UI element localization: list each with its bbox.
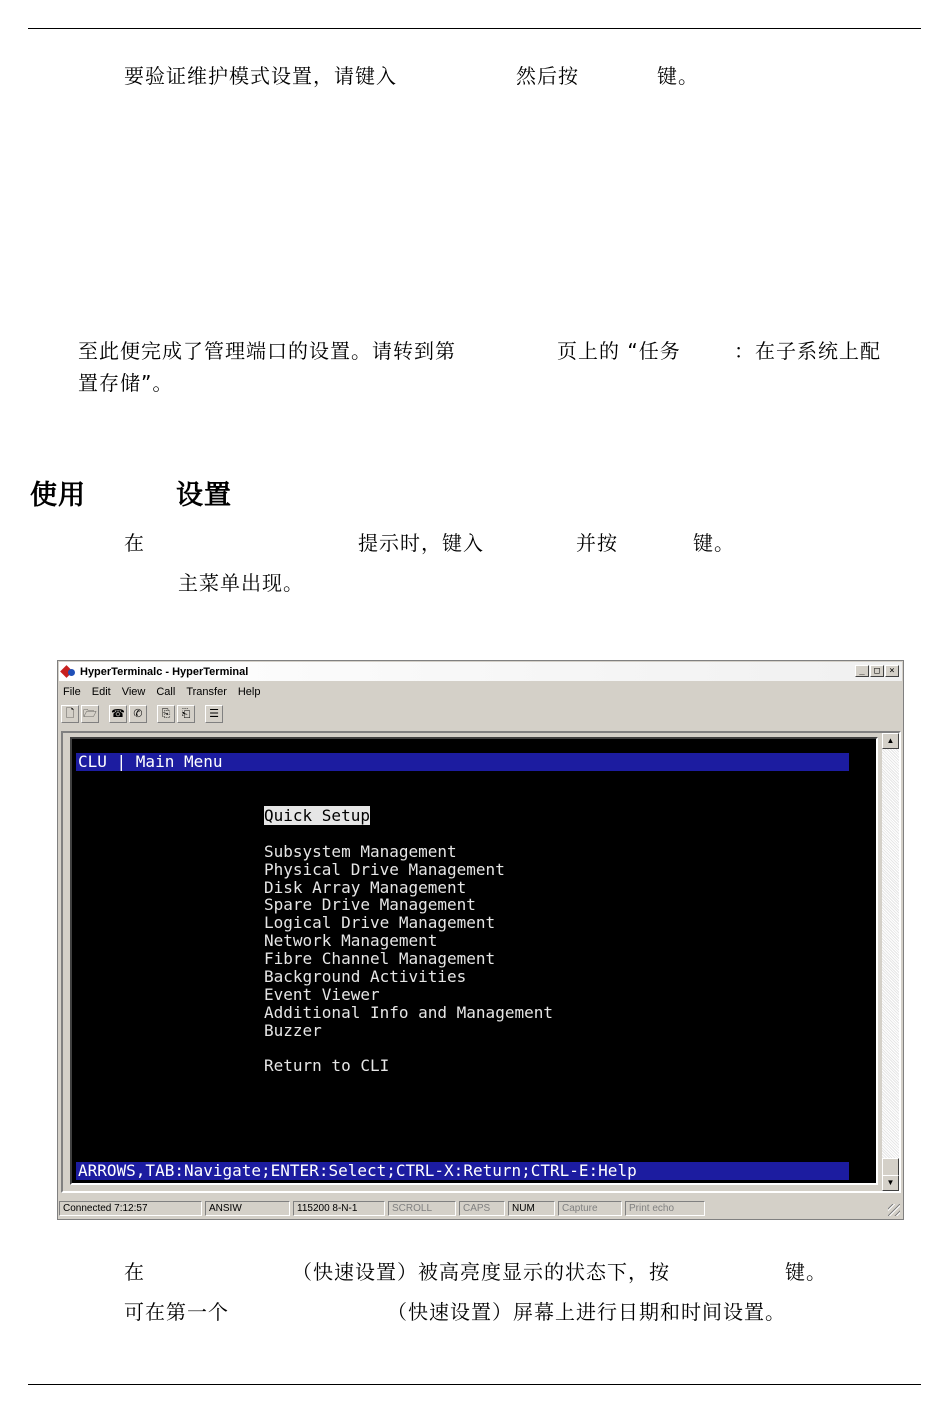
menu-file[interactable]: File xyxy=(63,686,81,698)
step2-a: 在 xyxy=(124,1260,145,1284)
step1-a: 在 xyxy=(124,531,145,555)
step1-c: 并按 xyxy=(576,531,618,555)
top-rule xyxy=(28,28,921,29)
terminal-frame xyxy=(61,731,901,1193)
resize-grip[interactable] xyxy=(888,1204,900,1216)
window-title: HyperTerminalc - HyperTerminal xyxy=(80,665,249,678)
step1-d: 键。 xyxy=(693,531,735,555)
menu-call[interactable]: Call xyxy=(156,686,176,698)
status-connected: Connected 7:12:57 xyxy=(59,1201,202,1216)
send-icon[interactable]: ⎘ xyxy=(157,705,175,723)
scroll-up-button[interactable]: ▲ xyxy=(882,733,899,749)
menu-view[interactable]: View xyxy=(121,686,146,698)
menu-item[interactable]: Disk Array Management xyxy=(264,877,467,897)
menu-bar xyxy=(62,683,261,701)
menu-item[interactable]: Physical Drive Management xyxy=(264,859,505,879)
menu-help[interactable]: Help xyxy=(237,686,261,698)
status-num: NUM xyxy=(508,1201,555,1216)
menu-item-label: Quick Setup xyxy=(264,806,370,825)
menu-transfer[interactable]: Transfer xyxy=(186,686,227,698)
para1-text: 要验证维护模式设置，请键入 xyxy=(124,64,397,88)
status-port: 115200 8-N-1 xyxy=(293,1201,385,1216)
menu-edit[interactable]: Edit xyxy=(91,686,111,698)
para1-mid: 然后按 xyxy=(516,64,579,88)
menu-item[interactable]: Buzzer xyxy=(264,1020,322,1040)
status-print-echo: Print echo xyxy=(625,1201,705,1216)
para2-line2: 置存储”。 xyxy=(78,371,174,395)
status-scroll: SCROLL xyxy=(388,1201,456,1216)
toolbar xyxy=(61,703,223,725)
step2-sub-a: 可在第一个 xyxy=(124,1300,229,1324)
open-icon[interactable]: 🗁 xyxy=(81,705,99,723)
menu-item[interactable]: Event Viewer xyxy=(264,984,380,1004)
receive-icon[interactable]: ⎗ xyxy=(177,705,195,723)
scroll-down-button[interactable]: ▼ xyxy=(882,1175,899,1191)
step2-b: （快速设置）被高亮度显示的状态下，按 xyxy=(292,1260,670,1284)
status-capture: Capture xyxy=(558,1201,622,1216)
step1-b: 提示时，键入 xyxy=(358,531,484,555)
menu-item[interactable]: Spare Drive Management xyxy=(264,895,476,915)
menu-item[interactable]: Logical Drive Management xyxy=(264,913,496,933)
menu-item[interactable]: Background Activities xyxy=(264,967,467,987)
step1-sub: 主菜单出现。 xyxy=(178,571,304,595)
section-heading-b: 设置 xyxy=(176,480,232,511)
vertical-scrollbar[interactable] xyxy=(882,733,899,1191)
bottom-rule xyxy=(28,1384,921,1385)
new-icon[interactable]: 🗋 xyxy=(61,705,79,723)
hyperterminal-icon xyxy=(62,665,76,678)
main-menu-list xyxy=(264,807,553,1075)
step2-sub-b: （快速设置）屏幕上进行日期和时间设置。 xyxy=(387,1300,786,1324)
status-caps: CAPS xyxy=(459,1201,505,1216)
close-button[interactable]: × xyxy=(885,665,899,677)
step2-c: 键。 xyxy=(785,1260,827,1284)
para2-part-a: 至此便完成了管理端口的设置。请转到第 xyxy=(78,339,456,363)
menu-item[interactable]: Subsystem Management xyxy=(264,841,457,861)
window-controls xyxy=(855,665,899,677)
disconnect-icon[interactable]: ✆ xyxy=(129,705,147,723)
terminal-screen[interactable] xyxy=(70,737,878,1185)
minimize-button[interactable]: _ xyxy=(855,665,869,677)
menu-item[interactable]: Additional Info and Management xyxy=(264,1002,553,1022)
menu-item-quick-setup[interactable] xyxy=(264,807,553,825)
para2-part-b: 页上的 “任务 xyxy=(557,339,681,363)
status-bar xyxy=(59,1198,902,1218)
para1 xyxy=(124,64,397,88)
para2-part-c: ：在子系统上配 xyxy=(734,339,881,363)
section-heading-a: 使用 xyxy=(30,480,86,511)
para1-end: 键。 xyxy=(657,64,699,88)
properties-icon[interactable]: ☰ xyxy=(205,705,223,723)
scroll-thumb[interactable] xyxy=(882,1158,899,1176)
terminal-header: CLU | Main Menu xyxy=(76,753,849,771)
menu-item[interactable]: Fibre Channel Management xyxy=(264,949,496,969)
title-bar[interactable] xyxy=(59,662,902,681)
menu-item-return-to-cli[interactable]: Return to CLI xyxy=(264,1056,390,1076)
maximize-button[interactable]: □ xyxy=(870,665,884,677)
terminal-footer: ARROWS,TAB:Navigate;ENTER:Select;CTRL-X:Return;CTRL-E:Help xyxy=(76,1162,849,1180)
status-emulation: ANSIW xyxy=(205,1201,290,1216)
call-icon[interactable]: ☎ xyxy=(109,705,127,723)
menu-item[interactable]: Network Management xyxy=(264,931,438,951)
hyperterminal-window xyxy=(57,660,904,1220)
